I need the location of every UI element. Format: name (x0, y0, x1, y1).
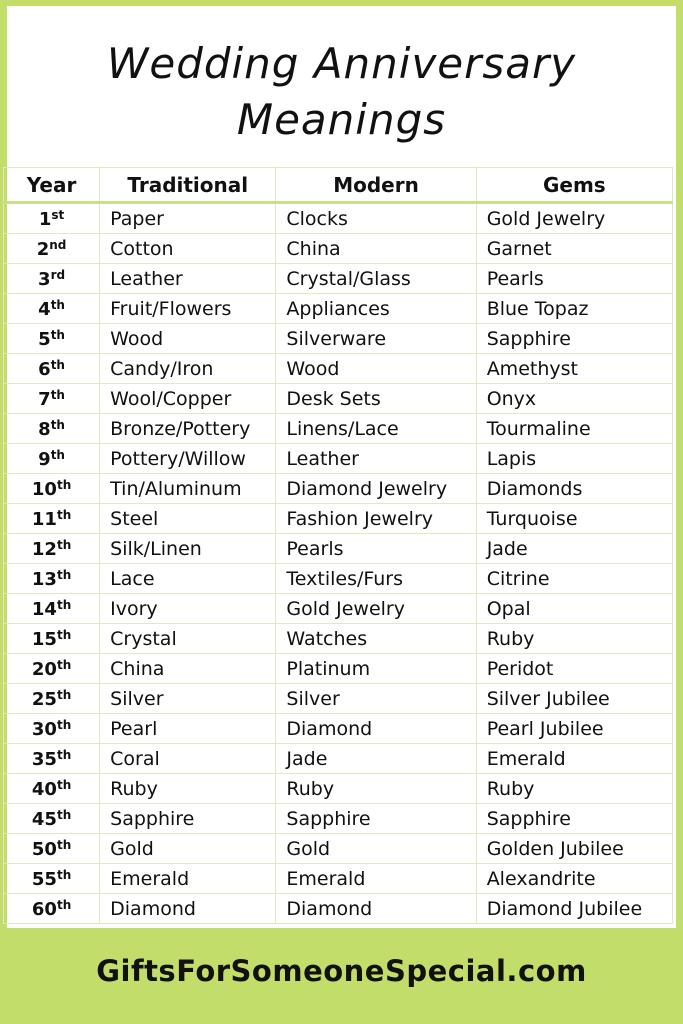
modern-cell: Watches (276, 624, 476, 654)
table-row (4, 834, 673, 864)
traditional-cell: Wool/Copper (100, 384, 276, 414)
modern-cell: Gold Jewelry (276, 594, 476, 624)
gem-cell: Jade (476, 534, 672, 564)
year-number: 15 (31, 628, 57, 650)
header-modern: Modern (276, 168, 476, 203)
traditional-cell: Gold (100, 834, 276, 864)
modern-cell: Sapphire (276, 804, 476, 834)
year-cell (4, 894, 100, 924)
modern-cell: Appliances (276, 294, 476, 324)
gem-cell: Peridot (476, 654, 672, 684)
year-number: 9 (38, 448, 51, 470)
year-number: 10 (31, 478, 57, 500)
table-row (4, 714, 673, 744)
year-suffix: th (56, 717, 72, 732)
table-row (4, 654, 673, 684)
year-number: 45 (31, 808, 57, 830)
traditional-cell: Ruby (100, 774, 276, 804)
year-suffix: th (56, 627, 72, 642)
year-suffix: th (56, 897, 72, 912)
traditional-cell: Crystal (100, 624, 276, 654)
modern-cell: Desk Sets (276, 384, 476, 414)
modern-cell: Pearls (276, 534, 476, 564)
table-row (4, 624, 673, 654)
year-number: 6 (38, 358, 51, 380)
year-cell (4, 474, 100, 504)
year-cell (4, 414, 100, 444)
table-row (4, 744, 673, 774)
traditional-cell: Paper (100, 203, 276, 234)
year-number: 4 (38, 298, 51, 320)
year-cell (4, 203, 100, 234)
traditional-cell: Fruit/Flowers (100, 294, 276, 324)
year-cell (4, 444, 100, 474)
header-traditional: Traditional (100, 168, 276, 203)
gem-cell: Alexandrite (476, 864, 672, 894)
gem-cell: Tourmaline (476, 414, 672, 444)
year-suffix: st (51, 207, 65, 222)
traditional-cell: Lace (100, 564, 276, 594)
modern-cell: Silver (276, 684, 476, 714)
table-row (4, 324, 673, 354)
traditional-cell: Sapphire (100, 804, 276, 834)
year-number: 11 (31, 508, 57, 530)
year-suffix: th (56, 807, 72, 822)
modern-cell: Leather (276, 444, 476, 474)
traditional-cell: Emerald (100, 864, 276, 894)
table-row (4, 804, 673, 834)
gem-cell: Ruby (476, 774, 672, 804)
year-suffix: th (56, 747, 72, 762)
year-number: 12 (31, 538, 57, 560)
year-number: 3 (38, 268, 51, 290)
gem-cell: Emerald (476, 744, 672, 774)
modern-cell: Diamond (276, 714, 476, 744)
traditional-cell: Ivory (100, 594, 276, 624)
year-suffix: th (56, 537, 72, 552)
year-number: 1 (38, 208, 52, 230)
year-number: 2 (36, 238, 50, 260)
year-suffix: nd (49, 237, 67, 252)
gem-cell: Lapis (476, 444, 672, 474)
year-number: 60 (31, 898, 57, 920)
table-body (4, 203, 673, 924)
modern-cell: China (276, 234, 476, 264)
year-cell (4, 804, 100, 834)
year-suffix: th (50, 297, 65, 312)
table-header-row (4, 168, 673, 203)
modern-cell: Fashion Jewelry (276, 504, 476, 534)
year-suffix: th (50, 417, 65, 432)
year-number: 8 (38, 418, 51, 440)
modern-cell: Crystal/Glass (276, 264, 476, 294)
year-number: 13 (31, 568, 57, 590)
table-row (4, 774, 673, 804)
table-row (4, 444, 673, 474)
header-year: Year (4, 168, 100, 203)
year-cell (4, 864, 100, 894)
modern-cell: Diamond Jewelry (276, 474, 476, 504)
year-number: 35 (31, 748, 57, 770)
table-row (4, 504, 673, 534)
traditional-cell: Silk/Linen (100, 534, 276, 564)
modern-cell: Gold (276, 834, 476, 864)
year-cell (4, 324, 100, 354)
year-cell (4, 384, 100, 414)
year-suffix: th (56, 477, 72, 492)
year-cell (4, 834, 100, 864)
table-row (4, 894, 673, 924)
modern-cell: Linens/Lace (276, 414, 476, 444)
year-suffix: th (56, 507, 72, 522)
traditional-cell: Silver (100, 684, 276, 714)
modern-cell: Clocks (276, 203, 476, 234)
footer-website: GiftsForSomeoneSpecial.com (96, 954, 587, 988)
gem-cell: Amethyst (476, 354, 672, 384)
header-gems: Gems (476, 168, 672, 203)
year-suffix: th (56, 657, 72, 672)
year-number: 14 (31, 598, 57, 620)
gem-cell: Golden Jubilee (476, 834, 672, 864)
modern-cell: Diamond (276, 894, 476, 924)
year-suffix: th (50, 327, 65, 342)
year-cell (4, 504, 100, 534)
table-row (4, 203, 673, 234)
year-suffix: th (56, 867, 72, 882)
year-number: 40 (31, 778, 57, 800)
table-row (4, 474, 673, 504)
gem-cell: Onyx (476, 384, 672, 414)
page-title (7, 36, 676, 148)
year-cell (4, 654, 100, 684)
year-cell (4, 744, 100, 774)
modern-cell: Wood (276, 354, 476, 384)
year-number: 30 (31, 718, 57, 740)
table-row (4, 594, 673, 624)
gem-cell: Opal (476, 594, 672, 624)
gem-cell: Diamond Jubilee (476, 894, 672, 924)
year-number: 55 (31, 868, 57, 890)
modern-cell: Textiles/Furs (276, 564, 476, 594)
gem-cell: Blue Topaz (476, 294, 672, 324)
year-cell (4, 594, 100, 624)
modern-cell: Emerald (276, 864, 476, 894)
table-row (4, 414, 673, 444)
table-row (4, 354, 673, 384)
gem-cell: Sapphire (476, 324, 672, 354)
modern-cell: Silverware (276, 324, 476, 354)
traditional-cell: Cotton (100, 234, 276, 264)
table-row (4, 294, 673, 324)
year-cell (4, 264, 100, 294)
year-suffix: th (56, 777, 72, 792)
traditional-cell: Steel (100, 504, 276, 534)
year-suffix: th (56, 597, 72, 612)
year-suffix: th (56, 687, 72, 702)
year-cell (4, 534, 100, 564)
year-number: 5 (38, 328, 51, 350)
gem-cell: Silver Jubilee (476, 684, 672, 714)
modern-cell: Jade (276, 744, 476, 774)
gem-cell: Garnet (476, 234, 672, 264)
gem-cell: Turquoise (476, 504, 672, 534)
year-cell (4, 294, 100, 324)
year-number: 25 (31, 688, 57, 710)
modern-cell: Ruby (276, 774, 476, 804)
year-cell (4, 774, 100, 804)
year-cell (4, 234, 100, 264)
gem-cell: Pearls (476, 264, 672, 294)
table-row (4, 384, 673, 414)
year-suffix: th (50, 447, 65, 462)
year-number: 7 (38, 388, 51, 410)
year-number: 20 (31, 658, 57, 680)
year-suffix: th (50, 387, 65, 402)
table-row (4, 564, 673, 594)
year-cell (4, 714, 100, 744)
year-cell (4, 564, 100, 594)
year-cell (4, 624, 100, 654)
traditional-cell: Pearl (100, 714, 276, 744)
title-line-2: Meanings (236, 95, 447, 144)
traditional-cell: Coral (100, 744, 276, 774)
traditional-cell: Pottery/Willow (100, 444, 276, 474)
year-suffix: rd (50, 267, 66, 282)
year-suffix: th (50, 357, 65, 372)
traditional-cell: Wood (100, 324, 276, 354)
year-cell (4, 354, 100, 384)
anniversary-table (3, 167, 673, 924)
table-row (4, 264, 673, 294)
gem-cell: Diamonds (476, 474, 672, 504)
table-row (4, 534, 673, 564)
gem-cell: Pearl Jubilee (476, 714, 672, 744)
traditional-cell: Bronze/Pottery (100, 414, 276, 444)
traditional-cell: Leather (100, 264, 276, 294)
traditional-cell: Diamond (100, 894, 276, 924)
table-row (4, 684, 673, 714)
traditional-cell: Candy/Iron (100, 354, 276, 384)
year-suffix: th (56, 837, 72, 852)
year-cell (4, 684, 100, 714)
year-suffix: th (56, 567, 72, 582)
traditional-cell: Tin/Aluminum (100, 474, 276, 504)
gem-cell: Gold Jewelry (476, 203, 672, 234)
gem-cell: Ruby (476, 624, 672, 654)
gem-cell: Citrine (476, 564, 672, 594)
title-line-1: Wedding Anniversary (106, 39, 577, 88)
traditional-cell: China (100, 654, 276, 684)
table-row (4, 234, 673, 264)
modern-cell: Platinum (276, 654, 476, 684)
gem-cell: Sapphire (476, 804, 672, 834)
table-row (4, 864, 673, 894)
year-number: 50 (31, 838, 57, 860)
